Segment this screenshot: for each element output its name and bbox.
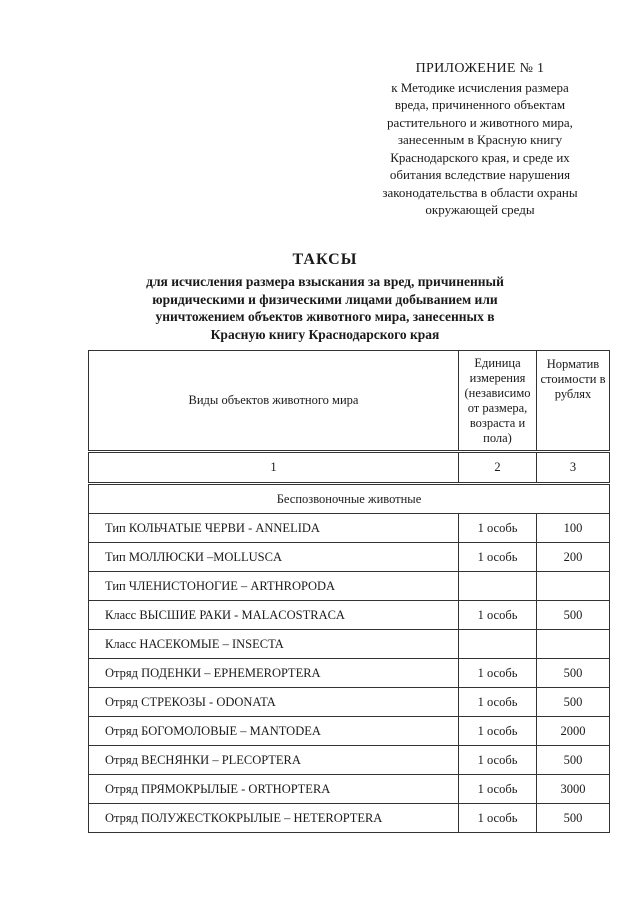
species-name: Отряд ПОЛУЖЕСТКОКРЫЛЫЕ – HETEROPTERA — [89, 804, 459, 833]
unit-cell — [459, 630, 537, 659]
document-title: ТАКСЫ — [292, 251, 358, 268]
cost-cell: 500 — [537, 659, 610, 688]
header-unit-line: (независимо — [464, 385, 531, 400]
cost-cell: 100 — [537, 514, 610, 543]
subtitle-line: для исчисления размера взыскания за вред, причиненный — [146, 274, 504, 289]
unit-cell: 1 особь — [459, 775, 537, 804]
section-title: Беспозвоночные животные — [89, 484, 610, 514]
subtitle-line: Красную книгу Краснодарского края — [210, 326, 440, 342]
cost-cell: 500 — [537, 601, 610, 630]
header-cost-line: рублях — [554, 387, 592, 401]
subtitle-line: юридическими и физическими лицами добыванием или — [152, 291, 498, 307]
column-number: 3 — [537, 452, 610, 484]
cost-cell: 3000 — [537, 775, 610, 804]
table-row — [89, 630, 610, 659]
unit-cell: 1 особь — [459, 804, 537, 833]
species-name: Отряд ПРЯМОКРЫЛЫЕ - ORTHOPTERA — [89, 775, 459, 804]
header-unit-line: возраста и — [469, 415, 526, 430]
table-row — [89, 543, 610, 572]
species-name: Класс ВЫСШИЕ РАКИ - MALACOSTRACA — [89, 601, 459, 630]
species-name: Отряд ВЕСНЯНКИ – PLECOPTERA — [89, 746, 459, 775]
section-row — [89, 484, 610, 514]
column-number: 2 — [459, 452, 537, 484]
unit-cell: 1 особь — [459, 746, 537, 775]
table-row — [89, 746, 610, 775]
header-unit-line: от размера, — [467, 400, 528, 415]
appendix-block — [355, 60, 605, 219]
species-name: Отряд БОГОМОЛОВЫЕ – MANTODEA — [89, 717, 459, 746]
column-number: 1 — [89, 452, 459, 484]
cost-cell: 500 — [537, 804, 610, 833]
species-name: Тип ЧЛЕНИСТОНОГИЕ – ARTHROPODA — [89, 572, 459, 601]
cost-cell: 500 — [537, 688, 610, 717]
table-row — [89, 688, 610, 717]
species-name: Отряд СТРЕКОЗЫ - ODONATA — [89, 688, 459, 717]
unit-cell: 1 особь — [459, 543, 537, 572]
header-cost — [537, 351, 610, 452]
header-unit-line: пола) — [483, 430, 512, 445]
species-name: Тип МОЛЛЮСКИ –MOLLUSCA — [89, 543, 459, 572]
table-header-row — [89, 351, 610, 452]
table-row — [89, 572, 610, 601]
appendix-line: вреда, причиненного объектам — [394, 97, 566, 112]
tax-table — [88, 350, 610, 833]
unit-cell: 1 особь — [459, 688, 537, 717]
cost-cell: 2000 — [537, 717, 610, 746]
header-unit-line: Единица — [474, 355, 521, 370]
species-name: Отряд ПОДЕНКИ – EPHEMEROPTERA — [89, 659, 459, 688]
cost-cell — [537, 630, 610, 659]
table-row — [89, 804, 610, 833]
appendix-line: к Методике исчисления размера — [391, 79, 569, 95]
appendix-line: законодательства в области охраны — [382, 184, 578, 200]
appendix-title: ПРИЛОЖЕНИЕ № 1 — [415, 61, 545, 76]
species-name: Класс НАСЕКОМЫЕ – INSECTA — [89, 630, 459, 659]
unit-cell — [459, 572, 537, 601]
appendix-line: растительного и животного мира, — [387, 114, 573, 130]
unit-cell: 1 особь — [459, 717, 537, 746]
document-subtitle — [110, 273, 540, 343]
appendix-line: окружающей среды — [425, 202, 535, 217]
appendix-line: занесенным в Красную книгу — [397, 132, 563, 147]
table-row — [89, 775, 610, 804]
unit-cell: 1 особь — [459, 601, 537, 630]
cost-cell: 500 — [537, 746, 610, 775]
table-row — [89, 659, 610, 688]
header-cost-line: Норматив — [546, 357, 600, 371]
cost-cell: 200 — [537, 543, 610, 572]
header-unit — [459, 351, 537, 452]
header-unit-line: измерения — [469, 370, 526, 385]
unit-cell: 1 особь — [459, 514, 537, 543]
species-name: Тип КОЛЬЧАТЫЕ ЧЕРВИ - ANNELIDA — [89, 514, 459, 543]
document-heading — [110, 251, 540, 343]
appendix-line: Краснодарского края, и среде их — [390, 149, 570, 165]
header-species: Виды объектов животного мира — [89, 351, 459, 452]
table-row — [89, 514, 610, 543]
subtitle-line: уничтожением объектов животного мира, занесенных в — [155, 309, 495, 324]
column-number-row — [89, 452, 610, 484]
appendix-line: обитания вследствие нарушения — [389, 167, 571, 182]
table-row — [89, 601, 610, 630]
header-cost-line: стоимости в — [540, 372, 606, 386]
unit-cell: 1 особь — [459, 659, 537, 688]
cost-cell — [537, 572, 610, 601]
table-row — [89, 717, 610, 746]
